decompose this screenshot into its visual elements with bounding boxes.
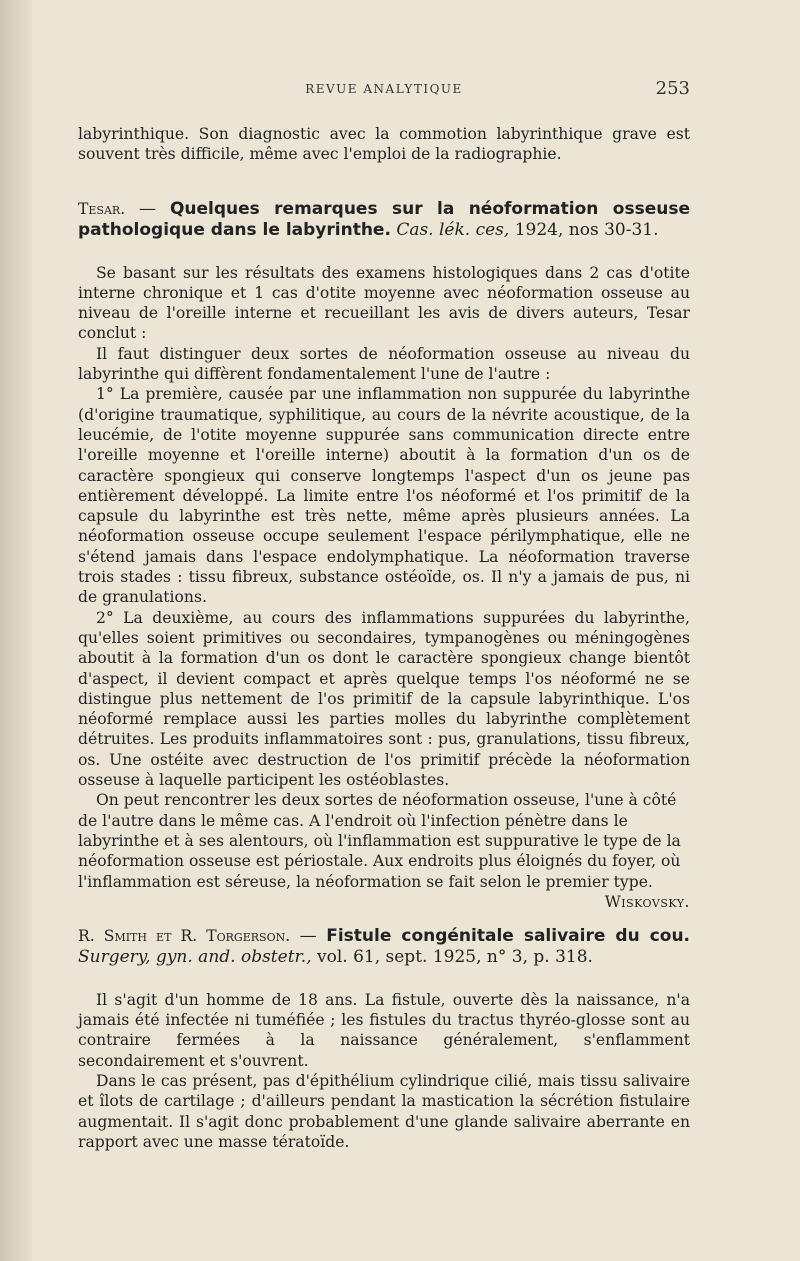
running-head: REVUE ANALYTIQUE [305, 82, 463, 96]
entry-heading [78, 926, 690, 968]
entry-title: Quelques remarques sur la néoformation osseuse pathologique dans le labyrinthe. [78, 198, 690, 240]
entry-author: Tesar. [78, 199, 126, 218]
carryover-paragraph: labyrinthique. Son diagnostic avec la commotion labyrinthique grave est souvent très difficile, même avec l'emploi de la radiographie. [78, 125, 690, 164]
entry-paragraph-text: On peut rencontrer les deux sortes de néoformation osseuse, l'une à côté de l'autre dans le même cas. A l'endroit où l'infection pénètre dans le labyrinthe et à ses alentours, où l'inflammation est suppurative le type de la néoformation osseuse est périostale. Aux endroits plus éloignés du foyer, où l'inflammation est séreuse, la néoformation se fait selon le premier type. [78, 791, 681, 891]
entry-paragraph [78, 790, 690, 911]
abstract-entry-tesar [78, 198, 690, 911]
entry-citation: vol. 61, sept. 1925, n° 3, p. 318. [311, 946, 593, 967]
entry-journal: Cas. lék. ces, [396, 219, 510, 240]
entry-dash: — [125, 198, 170, 219]
entry-title: Fistule congénitale salivaire du cou. [326, 925, 691, 946]
page-gutter-shadow [0, 0, 32, 1261]
page-number: 253 [655, 78, 690, 99]
entry-author: R. Smith et R. Torgerson. [78, 926, 291, 945]
entry-journal: Surgery, gyn. and. obstetr., [78, 946, 312, 967]
entry-paragraph: 1° La première, causée par une inflammation non suppurée du labyrinthe (d'origine traumatique, syphilitique, au cours de la névrite acoustique, de la leucémie, de l'otite moyenne suppurée sans communication directe entre l'oreille moyenne et l'oreille interne) aboutit à la formation d'un os de caractère spongieux qui conserve longtemps l'aspect d'un os jeune pas entièrement développé. La limite entre l'os néoformé et l'os primitif de la capsule du labyrinthe est très nette, même après plusieurs années. La néoformation osseuse occupe seulement l'espace périlymphatique, elle ne s'étend jamais dans l'espace endolymphatique. La néoformation traverse trois stades : tissu fibreux, substance ostéoïde, os. Il n'y a jamais de pus, ni de granulations. [78, 385, 690, 607]
reviewer-signature: Wiskovsky. [604, 892, 690, 911]
entry-paragraph: Se basant sur les résultats des examens histologiques dans 2 cas d'otite interne chronique et 1 cas d'otite moyenne avec néoformation osseuse au niveau de l'oreille interne et recueillant les avis de divers auteurs, Tesar conclut : [78, 263, 690, 343]
abstract-entry-smith [78, 926, 690, 1152]
page-header [78, 78, 690, 102]
entry-paragraph: Il faut distinguer deux sortes de néoformation osseuse au niveau du labyrinthe qui diffèrent fondamentalement l'une de l'autre : [78, 344, 690, 384]
entry-paragraph: Il s'agit d'un homme de 18 ans. La fistule, ouverte dès la naissance, n'a jamais été infectée ni tuméfiée ; les fistules du tractus thyréo-glosse sont au contraire fermées à la naissance généralement, s'enflamment secondairement et s'ouvrent. [78, 990, 690, 1070]
entry-paragraph: 2° La deuxième, au cours des inflammations suppurées du labyrinthe, qu'elles soient primitives ou secondaires, tympanogènes ou méningogènes aboutit à la formation d'un os dont le caractère spongieux change bientôt d'aspect, il devient compact et après quelque temps l'os néoformé ne se distingue plus nettement de l'os primitif de la capsule labyrinthique. L'os néoformé remplace aussi les parties molles du labyrinthe complètement détruites. Les produits inflammatoires sont : pus, granulations, tissu fibreux, os. Une ostéite avec destruction de l'os primitif précède la néoformation osseuse à laquelle participent les ostéoblastes. [78, 608, 690, 790]
entry-citation: 1924, nos 30-31. [509, 219, 659, 240]
entry-paragraph: Dans le cas présent, pas d'épithélium cylindrique cilié, mais tissu salivaire et îlots de cartilage ; d'ailleurs pendant la mastication la sécrétion fistulaire augmentait. Il s'agit donc probablement d'une glande salivaire aberrante en rapport avec une masse tératoïde. [78, 1071, 690, 1151]
entry-heading [78, 199, 690, 241]
entry-dash: — [290, 925, 327, 946]
page-body [78, 124, 690, 1152]
